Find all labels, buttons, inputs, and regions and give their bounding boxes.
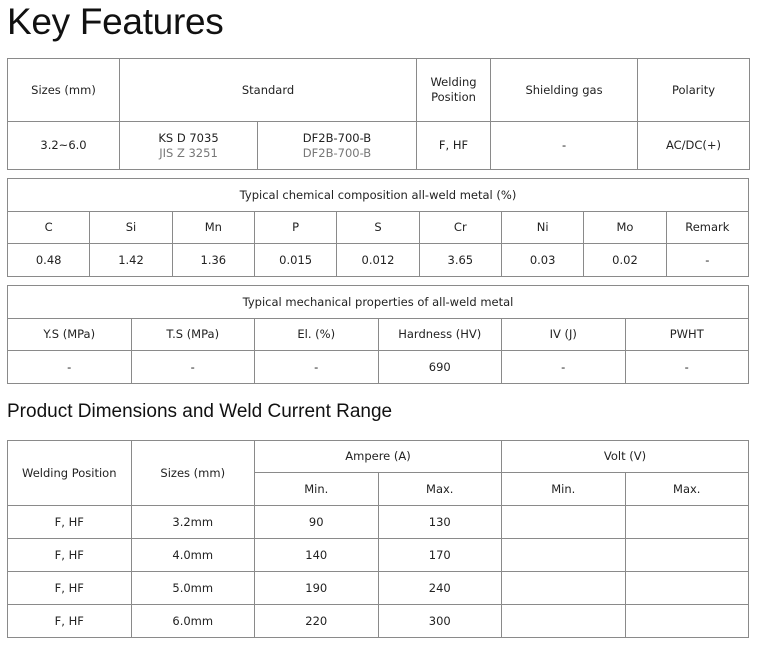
shielding-gas-header: Shielding gas (491, 59, 638, 122)
row-volt-max (625, 572, 749, 605)
chemical-caption: Typical chemical composition all-weld metal (%) (8, 179, 749, 212)
polarity-header: Polarity (638, 59, 750, 122)
row-volt-min (502, 572, 626, 605)
yield-strength-value: - (8, 351, 132, 384)
row-size: 6.0mm (131, 605, 255, 638)
pwht-value: - (625, 351, 749, 384)
table-header-row (8, 319, 749, 351)
ampere-header: Ampere (A) (255, 441, 502, 473)
row-position: F, HF (8, 539, 132, 572)
table-row (8, 122, 750, 170)
row-volt-max (625, 539, 749, 572)
element-header-s: S (337, 212, 419, 244)
sizes-header: Sizes (mm) (131, 441, 255, 506)
row-volt-min (502, 506, 626, 539)
table-row (8, 351, 749, 384)
tensile-strength-value: - (131, 351, 255, 384)
row-volt-min (502, 539, 626, 572)
table-caption-row (8, 179, 749, 212)
polarity-value: AC/DC(+) (638, 122, 750, 170)
standard-classification (258, 122, 417, 170)
element-header-ni: Ni (501, 212, 583, 244)
row-size: 3.2mm (131, 506, 255, 539)
row-ampere-min: 220 (255, 605, 379, 638)
element-value-ni: 0.03 (501, 244, 583, 277)
element-value-si: 1.42 (90, 244, 172, 277)
row-size: 4.0mm (131, 539, 255, 572)
welding-position-header: Welding Position (8, 441, 132, 506)
shielding-gas-value: - (491, 122, 638, 170)
welding-position-header (417, 59, 491, 122)
element-header-mn: Mn (172, 212, 254, 244)
standard-jis: JIS Z 3251 (159, 145, 218, 160)
hardness-header: Hardness (HV) (378, 319, 502, 351)
table-header-row (8, 59, 750, 122)
table-row (8, 506, 749, 539)
sizes-value: 3.2~6.0 (8, 122, 120, 170)
row-position: F, HF (8, 506, 132, 539)
element-value-s: 0.012 (337, 244, 419, 277)
row-volt-max (625, 506, 749, 539)
element-value-mo: 0.02 (584, 244, 666, 277)
mechanical-properties-table (7, 285, 749, 384)
impact-value-header: IV (J) (502, 319, 626, 351)
remark-value: - (666, 244, 748, 277)
ampere-max-header: Max. (378, 473, 502, 506)
standard-ks: KS D 7035 (158, 130, 219, 145)
element-header-c: C (8, 212, 90, 244)
elongation-header: El. (%) (255, 319, 379, 351)
standard-classification-line1: DF2B-700-B (302, 130, 372, 145)
welding-position-value: F, HF (417, 122, 491, 170)
elongation-value: - (255, 351, 379, 384)
row-position: F, HF (8, 605, 132, 638)
sizes-header: Sizes (mm) (8, 59, 120, 122)
yield-strength-header: Y.S (MPa) (8, 319, 132, 351)
welding-position-header-line2: Position (431, 90, 476, 104)
row-size: 5.0mm (131, 572, 255, 605)
page-title: Key Features (7, 1, 224, 42)
chemical-composition-table (7, 178, 749, 277)
element-value-c: 0.48 (8, 244, 90, 277)
hardness-value: 690 (378, 351, 502, 384)
standard-header: Standard (120, 59, 417, 122)
element-value-p: 0.015 (254, 244, 336, 277)
row-volt-min (502, 605, 626, 638)
table-row (8, 539, 749, 572)
element-header-p: P (254, 212, 336, 244)
row-ampere-max: 300 (378, 605, 502, 638)
element-header-cr: Cr (419, 212, 501, 244)
volt-min-header: Min. (502, 473, 626, 506)
welding-position-header-line1: Welding (430, 75, 477, 89)
key-features-table (7, 58, 750, 170)
row-ampere-max: 130 (378, 506, 502, 539)
section-title: Product Dimensions and Weld Current Range (7, 401, 393, 422)
dimensions-current-table (7, 440, 749, 638)
element-header-si: Si (90, 212, 172, 244)
table-header-row (8, 212, 749, 244)
remark-header: Remark (666, 212, 748, 244)
tensile-strength-header: T.S (MPa) (131, 319, 255, 351)
volt-header: Volt (V) (502, 441, 749, 473)
standard-classification-line2: DF2B-700-B (302, 145, 372, 160)
element-value-cr: 3.65 (419, 244, 501, 277)
row-ampere-min: 90 (255, 506, 379, 539)
element-value-mn: 1.36 (172, 244, 254, 277)
standard-ks-jis (120, 122, 258, 170)
table-row (8, 244, 749, 277)
row-volt-max (625, 605, 749, 638)
table-header-row (8, 441, 749, 473)
mechanical-caption: Typical mechanical properties of all-weld metal (8, 286, 749, 319)
row-ampere-max: 170 (378, 539, 502, 572)
ampere-min-header: Min. (255, 473, 379, 506)
volt-max-header: Max. (625, 473, 749, 506)
table-row (8, 572, 749, 605)
element-header-mo: Mo (584, 212, 666, 244)
row-ampere-min: 140 (255, 539, 379, 572)
row-position: F, HF (8, 572, 132, 605)
row-ampere-max: 240 (378, 572, 502, 605)
pwht-header: PWHT (625, 319, 749, 351)
row-ampere-min: 190 (255, 572, 379, 605)
table-caption-row (8, 286, 749, 319)
impact-value-value: - (502, 351, 626, 384)
table-row (8, 605, 749, 638)
